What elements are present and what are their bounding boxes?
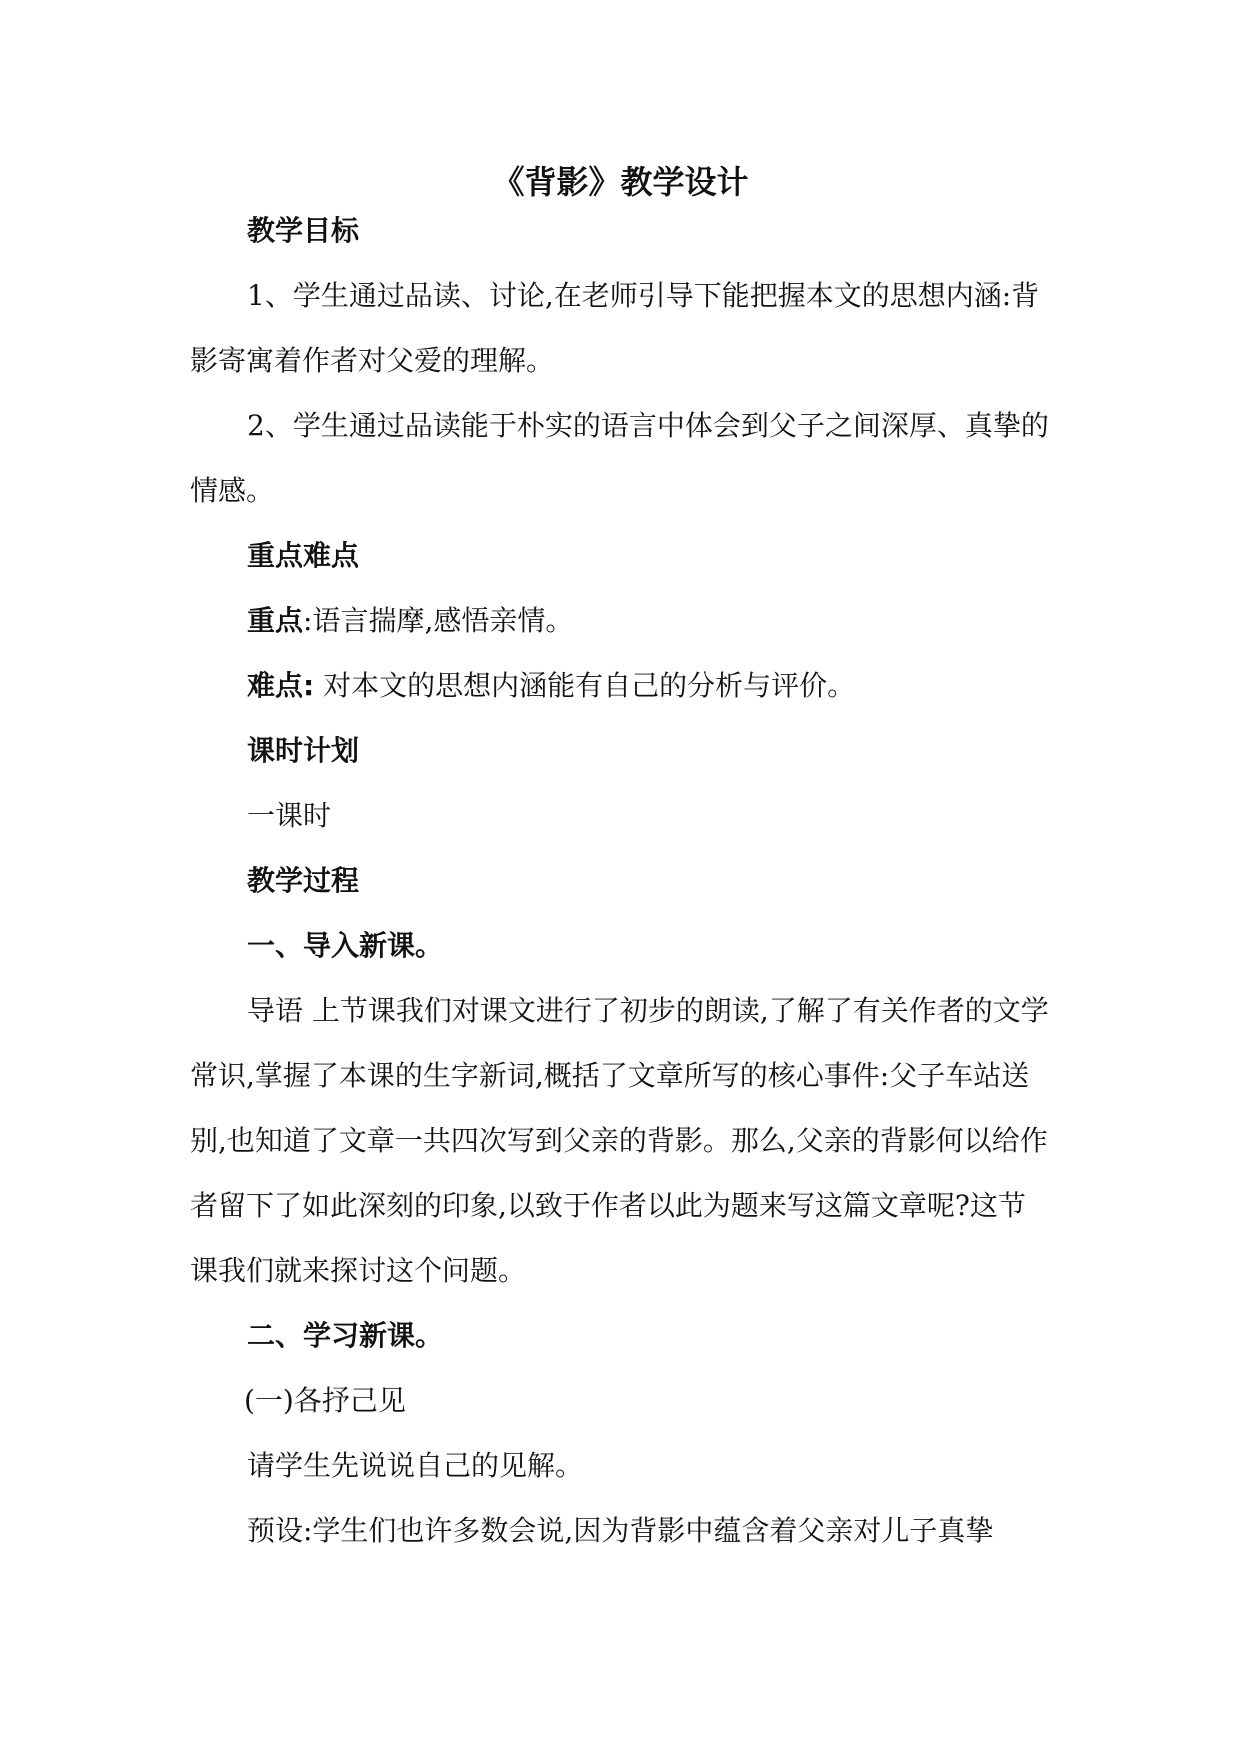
process-sub1-heading: (一)各抒己见 [244, 1384, 406, 1417]
objectives-section [190, 198, 1050, 523]
difficult-point-text: 对本文的思想内涵能有自己的分析与评价。 [314, 669, 856, 702]
process-part1-text: 导语 上节课我们对课文进行了初步的朗读,了解了有关作者的文学常识,掌握了本课的生字新词,概括了文章所写的核心事件:父子车站送别,也知道了文章一共四次写到父亲的背影。那么,父亲的背影何以给作者留下了如此深刻的印象,以致于作者以此为题来写这篇文章呢?这节课我们就来探讨这个问题。 [190, 994, 1049, 1287]
schedule-section [190, 718, 1050, 848]
key-point-label: 重点 [247, 604, 304, 637]
document-title: 《背影》教学设计 [492, 163, 749, 201]
objective-item-2: 2、学生通过品读能于朴实的语言中体会到父子之间深厚、真挚的情感。 [190, 409, 1049, 507]
objective-item-1: 1、学生通过品读、讨论,在老师引导下能把握本文的思想内涵:背影寄寓着作者对父爱的理解。 [190, 279, 1040, 377]
schedule-text: 一课时 [247, 799, 332, 832]
objectives-heading: 教学目标 [247, 214, 360, 247]
key-point-line [190, 588, 1050, 653]
process-preset-text: 预设:学生们也许多数会说,因为背影中蕴含着父亲对儿子真挚 [247, 1514, 994, 1547]
schedule-heading: 课时计划 [247, 734, 360, 767]
difficult-point-label: 难点: [247, 669, 315, 702]
process-part2-heading: 二、学习新课。 [247, 1319, 444, 1352]
difficult-point-line [190, 653, 1050, 718]
key-points-heading: 重点难点 [247, 539, 360, 572]
process-sub1-text: 请学生先说说自己的见解。 [247, 1449, 584, 1482]
key-points-section [190, 523, 1050, 718]
key-point-text: :语言揣摩,感悟亲情。 [303, 604, 574, 637]
process-section [190, 848, 1050, 1563]
process-heading: 教学过程 [247, 864, 360, 897]
process-part1-heading: 一、导入新课。 [247, 929, 444, 962]
